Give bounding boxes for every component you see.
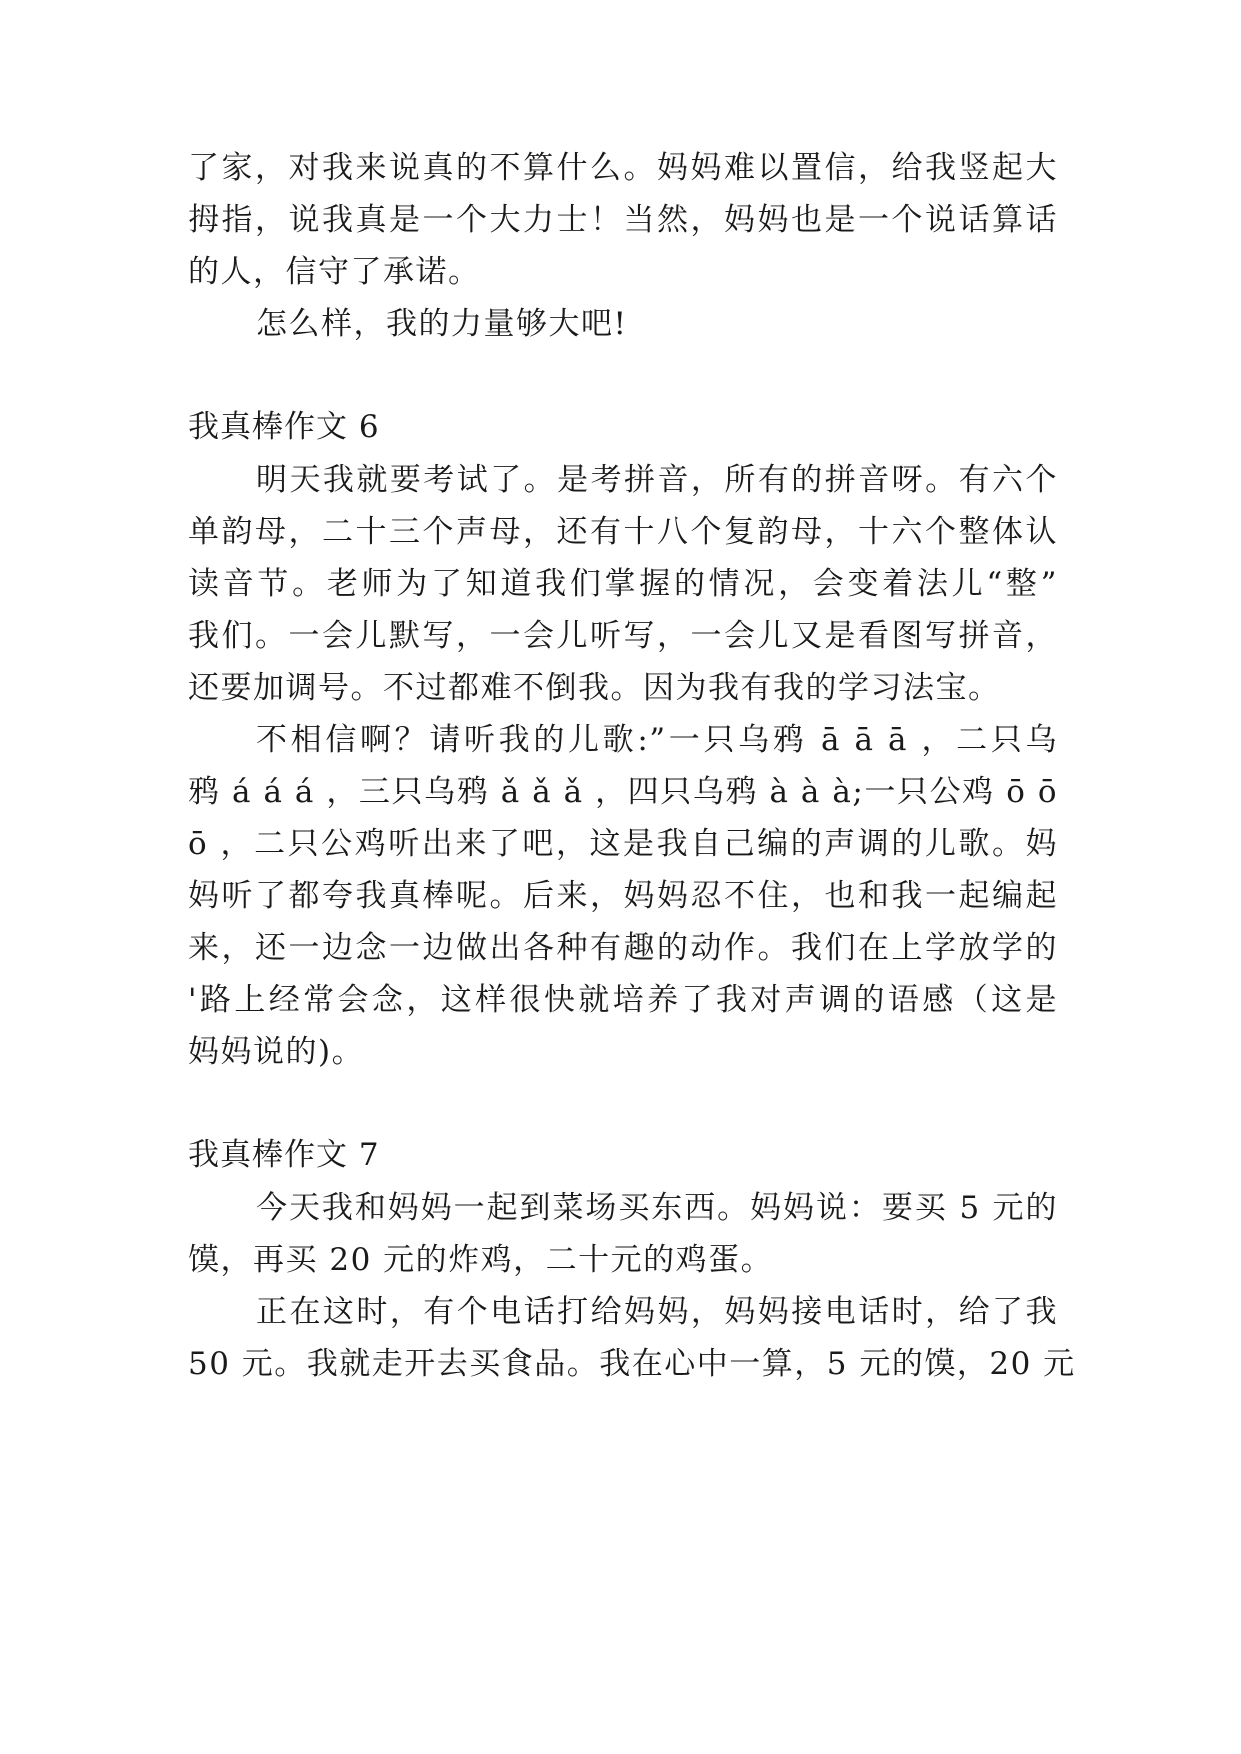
paragraph-line: 拇指，说我真是一个大力士！当然，妈妈也是一个说话算话 (188, 202, 1058, 238)
paragraph-line: 馍，再买 20 元的炸鸡，二十元的鸡蛋。 (188, 1242, 774, 1278)
paragraph-line: 明天我就要考试了。是考拼音，所有的拼音呀。有六个 (256, 462, 1058, 498)
paragraph-line: ō ，二只公鸡听出来了吧，这是我自己编的声调的儿歌。妈 (188, 826, 1058, 862)
paragraph-line: 单韵母，二十三个声母，还有十八个复韵母，十六个整体认 (188, 514, 1058, 550)
paragraph-line: 不相信啊？请听我的儿歌:”一只乌鸦 ā ā ā ，二只乌 (256, 722, 1058, 758)
paragraph-line: 还要加调号。不过都难不倒我。因为我有我的学习法宝。 (188, 670, 1001, 706)
paragraph-line: 来，还一边念一边做出各种有趣的动作。我们在上学放学的 (188, 930, 1058, 966)
paragraph-line: 怎么样，我的力量够大吧! (256, 306, 628, 342)
paragraph-line: 今天我和妈妈一起到菜场买东西。妈妈说：要买 5 元的 (256, 1190, 1058, 1226)
paragraph-line: 妈妈说的)。 (188, 1034, 365, 1070)
paragraph-line: 50 元。我就走开去买食品。我在心中一算，5 元的馍，20 元 (188, 1346, 1076, 1382)
paragraph-line: 妈听了都夸我真棒呢。后来，妈妈忍不住，也和我一起编起 (188, 878, 1058, 914)
paragraph-line: 读音节。老师为了知道我们掌握的情况，会变着法儿“整” (188, 566, 1058, 602)
section-heading: 我真棒作文 6 (188, 409, 380, 445)
paragraph-line: 的人，信守了承诺。 (188, 254, 481, 290)
paragraph-line: '路上经常会念，这样很快就培养了我对声调的语感（这是 (188, 982, 1058, 1018)
paragraph-line: 了家，对我来说真的不算什么。妈妈难以置信，给我竖起大 (188, 150, 1058, 186)
paragraph-line: 鸦 á á á ，三只乌鸦 ǎ ǎ ǎ ，四只乌鸦 à à à;一只公鸡 ō ō (188, 774, 1058, 810)
section-heading: 我真棒作文 7 (188, 1137, 380, 1173)
paragraph-line: 正在这时，有个电话打给妈妈，妈妈接电话时，给了我 (256, 1294, 1058, 1330)
paragraph-line: 我们。一会儿默写，一会儿听写，一会儿又是看图写拼音， (188, 618, 1058, 654)
